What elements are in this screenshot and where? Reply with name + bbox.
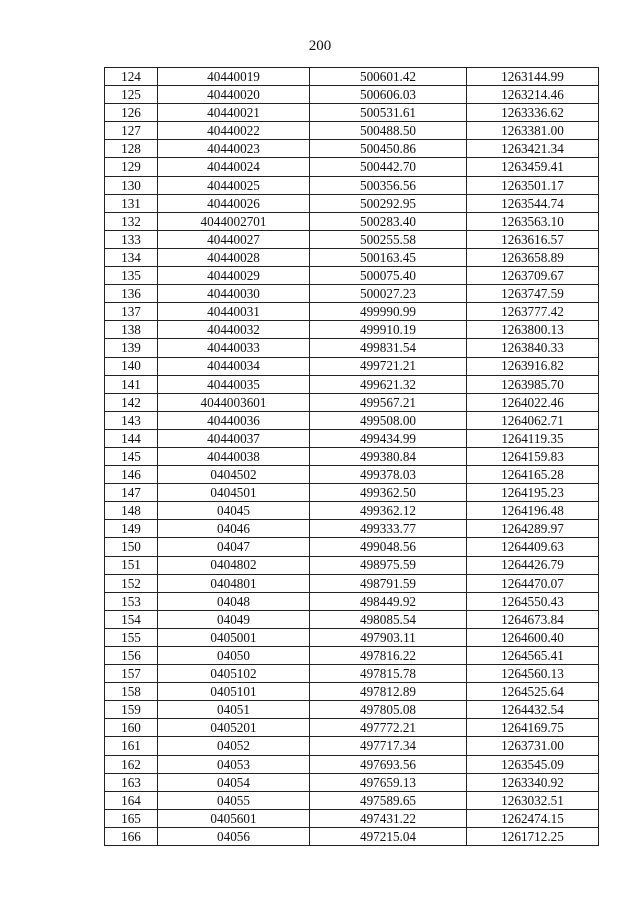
table-row	[105, 267, 599, 285]
y-coordinate-cell: 1264600.40	[467, 628, 599, 646]
x-coordinate-cell: 500356.56	[310, 176, 467, 194]
row-index-cell: 154	[105, 610, 158, 628]
table-row	[105, 701, 599, 719]
table-row	[105, 68, 599, 86]
point-id-cell: 04049	[158, 610, 310, 628]
x-coordinate-cell: 500292.95	[310, 194, 467, 212]
table-row	[105, 647, 599, 665]
y-coordinate-cell: 1264550.43	[467, 592, 599, 610]
table-row	[105, 556, 599, 574]
point-id-cell: 40440027	[158, 230, 310, 248]
y-coordinate-cell: 1264525.64	[467, 683, 599, 701]
point-id-cell: 40440037	[158, 429, 310, 447]
x-coordinate-cell: 497693.56	[310, 755, 467, 773]
point-id-cell: 04055	[158, 791, 310, 809]
point-id-cell: 04053	[158, 755, 310, 773]
y-coordinate-cell: 1263985.70	[467, 375, 599, 393]
point-id-cell: 04045	[158, 502, 310, 520]
point-id-cell: 40440021	[158, 104, 310, 122]
y-coordinate-cell: 1264409.63	[467, 538, 599, 556]
point-id-cell: 40440031	[158, 303, 310, 321]
y-coordinate-cell: 1263916.82	[467, 357, 599, 375]
table-row	[105, 104, 599, 122]
point-id-cell: 40440029	[158, 267, 310, 285]
table-row	[105, 429, 599, 447]
x-coordinate-cell: 497215.04	[310, 827, 467, 845]
point-id-cell: 40440019	[158, 68, 310, 86]
table-row	[105, 411, 599, 429]
y-coordinate-cell: 1263381.00	[467, 122, 599, 140]
y-coordinate-cell: 1264673.84	[467, 610, 599, 628]
table-row	[105, 520, 599, 538]
y-coordinate-cell: 1263563.10	[467, 212, 599, 230]
row-index-cell: 163	[105, 773, 158, 791]
row-index-cell: 157	[105, 665, 158, 683]
row-index-cell: 152	[105, 574, 158, 592]
page-number: 200	[308, 38, 332, 54]
row-index-cell: 139	[105, 339, 158, 357]
point-id-cell: 04050	[158, 647, 310, 665]
x-coordinate-cell: 497812.89	[310, 683, 467, 701]
x-coordinate-cell: 499910.19	[310, 321, 467, 339]
row-index-cell: 141	[105, 375, 158, 393]
y-coordinate-cell: 1261712.25	[467, 827, 599, 845]
y-coordinate-cell: 1262474.15	[467, 809, 599, 827]
x-coordinate-cell: 499621.32	[310, 375, 467, 393]
y-coordinate-cell: 1264565.41	[467, 647, 599, 665]
row-index-cell: 140	[105, 357, 158, 375]
y-coordinate-cell: 1264062.71	[467, 411, 599, 429]
row-index-cell: 132	[105, 212, 158, 230]
table-row	[105, 248, 599, 266]
x-coordinate-cell: 499434.99	[310, 429, 467, 447]
row-index-cell: 128	[105, 140, 158, 158]
table-row	[105, 212, 599, 230]
row-index-cell: 134	[105, 248, 158, 266]
x-coordinate-cell: 497589.65	[310, 791, 467, 809]
row-index-cell: 153	[105, 592, 158, 610]
row-index-cell: 145	[105, 447, 158, 465]
point-id-cell: 0405601	[158, 809, 310, 827]
x-coordinate-cell: 500075.40	[310, 267, 467, 285]
y-coordinate-cell: 1263840.33	[467, 339, 599, 357]
row-index-cell: 148	[105, 502, 158, 520]
point-id-cell: 04052	[158, 737, 310, 755]
y-coordinate-cell: 1264159.83	[467, 447, 599, 465]
table-row	[105, 357, 599, 375]
row-index-cell: 135	[105, 267, 158, 285]
point-id-cell: 40440020	[158, 86, 310, 104]
point-id-cell: 40440034	[158, 357, 310, 375]
point-id-cell: 40440028	[158, 248, 310, 266]
x-coordinate-cell: 497431.22	[310, 809, 467, 827]
table-row	[105, 574, 599, 592]
table-row	[105, 339, 599, 357]
y-coordinate-cell: 1263800.13	[467, 321, 599, 339]
row-index-cell: 158	[105, 683, 158, 701]
x-coordinate-cell: 497816.22	[310, 647, 467, 665]
table-row	[105, 538, 599, 556]
point-id-cell: 40440026	[158, 194, 310, 212]
y-coordinate-cell: 1263709.67	[467, 267, 599, 285]
row-index-cell: 156	[105, 647, 158, 665]
table-row	[105, 502, 599, 520]
point-id-cell: 04048	[158, 592, 310, 610]
table-row	[105, 719, 599, 737]
x-coordinate-cell: 497659.13	[310, 773, 467, 791]
y-coordinate-cell: 1263747.59	[467, 285, 599, 303]
x-coordinate-cell: 498449.92	[310, 592, 467, 610]
point-id-cell: 40440022	[158, 122, 310, 140]
x-coordinate-cell: 500163.45	[310, 248, 467, 266]
y-coordinate-cell: 1264022.46	[467, 393, 599, 411]
x-coordinate-cell: 497772.21	[310, 719, 467, 737]
row-index-cell: 137	[105, 303, 158, 321]
table-row	[105, 791, 599, 809]
x-coordinate-cell: 500488.50	[310, 122, 467, 140]
row-index-cell: 161	[105, 737, 158, 755]
x-coordinate-cell: 500531.61	[310, 104, 467, 122]
y-coordinate-cell: 1263658.89	[467, 248, 599, 266]
row-index-cell: 136	[105, 285, 158, 303]
x-coordinate-cell: 500606.03	[310, 86, 467, 104]
x-coordinate-cell: 500255.58	[310, 230, 467, 248]
table-row	[105, 140, 599, 158]
x-coordinate-cell: 500601.42	[310, 68, 467, 86]
point-id-cell: 40440033	[158, 339, 310, 357]
row-index-cell: 150	[105, 538, 158, 556]
row-index-cell: 160	[105, 719, 158, 737]
point-id-cell: 0405001	[158, 628, 310, 646]
x-coordinate-cell: 499362.12	[310, 502, 467, 520]
x-coordinate-cell: 498791.59	[310, 574, 467, 592]
x-coordinate-cell: 498975.59	[310, 556, 467, 574]
row-index-cell: 143	[105, 411, 158, 429]
row-index-cell: 165	[105, 809, 158, 827]
y-coordinate-cell: 1263421.34	[467, 140, 599, 158]
point-id-cell: 40440025	[158, 176, 310, 194]
table-row	[105, 683, 599, 701]
point-id-cell: 0404501	[158, 484, 310, 502]
row-index-cell: 164	[105, 791, 158, 809]
table-row	[105, 303, 599, 321]
x-coordinate-cell: 499048.56	[310, 538, 467, 556]
table-row	[105, 176, 599, 194]
point-id-cell: 0405101	[158, 683, 310, 701]
row-index-cell: 124	[105, 68, 158, 86]
y-coordinate-cell: 1264196.48	[467, 502, 599, 520]
y-coordinate-cell: 1263340.92	[467, 773, 599, 791]
y-coordinate-cell: 1263616.57	[467, 230, 599, 248]
y-coordinate-cell: 1264289.97	[467, 520, 599, 538]
point-id-cell: 04051	[158, 701, 310, 719]
row-index-cell: 144	[105, 429, 158, 447]
y-coordinate-cell: 1263545.09	[467, 755, 599, 773]
point-id-cell: 04046	[158, 520, 310, 538]
table-row	[105, 393, 599, 411]
y-coordinate-cell: 1263777.42	[467, 303, 599, 321]
row-index-cell: 130	[105, 176, 158, 194]
table-row	[105, 86, 599, 104]
y-coordinate-cell: 1263144.99	[467, 68, 599, 86]
table-row	[105, 665, 599, 683]
y-coordinate-cell: 1264560.13	[467, 665, 599, 683]
table-row	[105, 755, 599, 773]
point-id-cell: 4044003601	[158, 393, 310, 411]
x-coordinate-cell: 499333.77	[310, 520, 467, 538]
table-row	[105, 230, 599, 248]
row-index-cell: 149	[105, 520, 158, 538]
x-coordinate-cell: 498085.54	[310, 610, 467, 628]
row-index-cell: 131	[105, 194, 158, 212]
x-coordinate-cell: 497815.78	[310, 665, 467, 683]
table-row	[105, 827, 599, 845]
x-coordinate-cell: 497805.08	[310, 701, 467, 719]
coordinates-table	[104, 67, 599, 846]
row-index-cell: 155	[105, 628, 158, 646]
table-row	[105, 122, 599, 140]
row-index-cell: 162	[105, 755, 158, 773]
y-coordinate-cell: 1264169.75	[467, 719, 599, 737]
row-index-cell: 159	[105, 701, 158, 719]
y-coordinate-cell: 1263731.00	[467, 737, 599, 755]
x-coordinate-cell: 497717.34	[310, 737, 467, 755]
row-index-cell: 146	[105, 466, 158, 484]
x-coordinate-cell: 499378.03	[310, 466, 467, 484]
table-row	[105, 628, 599, 646]
table-row	[105, 809, 599, 827]
x-coordinate-cell: 500283.40	[310, 212, 467, 230]
table-row	[105, 773, 599, 791]
row-index-cell: 133	[105, 230, 158, 248]
point-id-cell: 0404802	[158, 556, 310, 574]
x-coordinate-cell: 500027.23	[310, 285, 467, 303]
x-coordinate-cell: 499567.21	[310, 393, 467, 411]
point-id-cell: 4044002701	[158, 212, 310, 230]
x-coordinate-cell: 500450.86	[310, 140, 467, 158]
y-coordinate-cell: 1264165.28	[467, 466, 599, 484]
row-index-cell: 142	[105, 393, 158, 411]
point-id-cell: 04056	[158, 827, 310, 845]
x-coordinate-cell: 500442.70	[310, 158, 467, 176]
point-id-cell: 40440036	[158, 411, 310, 429]
y-coordinate-cell: 1264426.79	[467, 556, 599, 574]
table-row	[105, 466, 599, 484]
row-index-cell: 147	[105, 484, 158, 502]
y-coordinate-cell: 1263336.62	[467, 104, 599, 122]
point-id-cell: 40440023	[158, 140, 310, 158]
point-id-cell: 04047	[158, 538, 310, 556]
table-row	[105, 447, 599, 465]
point-id-cell: 40440024	[158, 158, 310, 176]
table-row	[105, 194, 599, 212]
point-id-cell: 40440030	[158, 285, 310, 303]
point-id-cell: 0404502	[158, 466, 310, 484]
table-row	[105, 285, 599, 303]
table-row	[105, 321, 599, 339]
y-coordinate-cell: 1263544.74	[467, 194, 599, 212]
table-row	[105, 610, 599, 628]
y-coordinate-cell: 1264195.23	[467, 484, 599, 502]
row-index-cell: 138	[105, 321, 158, 339]
point-id-cell: 04054	[158, 773, 310, 791]
point-id-cell: 0405102	[158, 665, 310, 683]
y-coordinate-cell: 1263501.17	[467, 176, 599, 194]
row-index-cell: 125	[105, 86, 158, 104]
x-coordinate-cell: 499362.50	[310, 484, 467, 502]
point-id-cell: 40440038	[158, 447, 310, 465]
point-id-cell: 0405201	[158, 719, 310, 737]
row-index-cell: 126	[105, 104, 158, 122]
x-coordinate-cell: 497903.11	[310, 628, 467, 646]
y-coordinate-cell: 1264470.07	[467, 574, 599, 592]
x-coordinate-cell: 499380.84	[310, 447, 467, 465]
y-coordinate-cell: 1264432.54	[467, 701, 599, 719]
point-id-cell: 0404801	[158, 574, 310, 592]
table-body	[105, 68, 599, 846]
point-id-cell: 40440035	[158, 375, 310, 393]
x-coordinate-cell: 499721.21	[310, 357, 467, 375]
x-coordinate-cell: 499508.00	[310, 411, 467, 429]
y-coordinate-cell: 1263459.41	[467, 158, 599, 176]
table-row	[105, 158, 599, 176]
table-row	[105, 737, 599, 755]
y-coordinate-cell: 1264119.35	[467, 429, 599, 447]
table-row	[105, 375, 599, 393]
x-coordinate-cell: 499831.54	[310, 339, 467, 357]
y-coordinate-cell: 1263214.46	[467, 86, 599, 104]
point-id-cell: 40440032	[158, 321, 310, 339]
table-row	[105, 484, 599, 502]
row-index-cell: 166	[105, 827, 158, 845]
row-index-cell: 151	[105, 556, 158, 574]
row-index-cell: 129	[105, 158, 158, 176]
x-coordinate-cell: 499990.99	[310, 303, 467, 321]
table-row	[105, 592, 599, 610]
y-coordinate-cell: 1263032.51	[467, 791, 599, 809]
row-index-cell: 127	[105, 122, 158, 140]
